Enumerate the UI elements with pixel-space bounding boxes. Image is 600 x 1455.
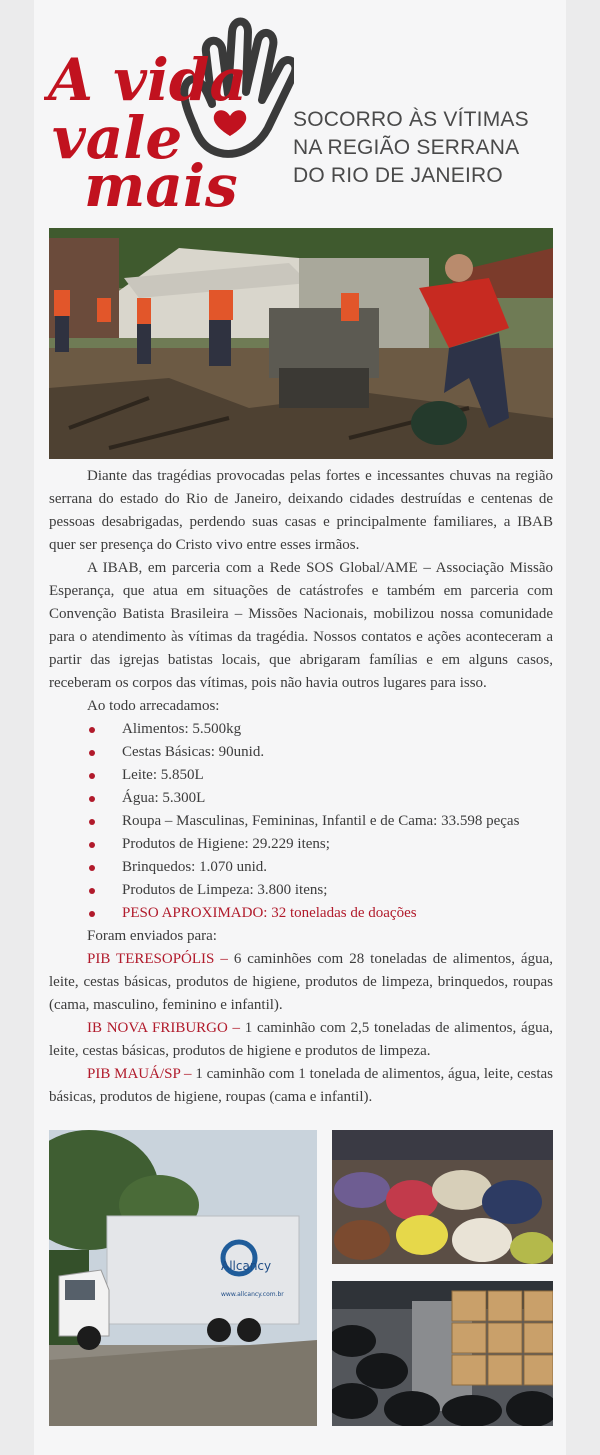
- list-item: Água: 5.300L: [49, 787, 553, 810]
- destination-maua: [49, 1063, 553, 1109]
- destination-text: 1 caminhão com 2,5 toneladas de alimentos, água, leite, cestas básicas, produtos de higiene e produtos de limpeza.: [49, 1020, 554, 1059]
- headline-line-2: NA REGIÃO SERRANA: [293, 136, 520, 159]
- paragraph-intro: Diante das tragédias provocadas pelas fortes e incessantes chuvas na região serrana do estado do Rio de Janeiro, deixando cidades destruídas e centenas de pessoas desabrigadas, perdendo suas casas e principalmente familiares, a IBAB quer ser presença do Cristo vivo entre esses irmãos.: [49, 468, 553, 553]
- destination-teresopolis: [49, 948, 553, 1017]
- total-weight-item: PESO APROXIMADO: 32 toneladas de doações: [49, 902, 553, 925]
- destination-label: PIB MAUÁ/SP –: [87, 1066, 192, 1082]
- headline-line-1: SOCORRO ÀS VÍTIMAS: [293, 108, 529, 131]
- destination-text: 6 caminhões com 28 toneladas de alimentos, água, leite, cestas básicas, produtos de higiene, produtos de limpeza, brinquedos, roupas (cama, masculino, feminino e infantil).: [49, 951, 553, 1013]
- donations-bags-photo: [332, 1130, 553, 1264]
- donations-boxes-photo: [332, 1281, 553, 1426]
- list-item: Produtos de Limpeza: 3.800 itens;: [49, 879, 553, 902]
- logo-line-1: A vida: [48, 46, 248, 114]
- logo-line-3: mais: [84, 152, 238, 218]
- donation-list: [49, 718, 553, 925]
- collected-intro: Ao todo arrecadamos:: [87, 698, 220, 714]
- list-item: Roupa – Masculinas, Femininas, Infantil e de Cama: 33.598 peças: [49, 810, 553, 833]
- truck-brand: Allcancy: [221, 1259, 272, 1273]
- truck-photo: [49, 1130, 317, 1426]
- list-item: Leite: 5.850L: [49, 764, 553, 787]
- list-item: Cestas Básicas: 90unid.: [49, 741, 553, 764]
- destination-text: 1 caminhão com 1 tonelada de alimentos, água, leite, cestas básicas, produtos de higiene, roupas (cama e infantil).: [49, 1066, 553, 1105]
- list-item: Produtos de Higiene: 29.229 itens;: [49, 833, 553, 856]
- truck-site: www.allcancy.com.br: [221, 1291, 284, 1298]
- list-item: Alimentos: 5.500kg: [49, 718, 553, 741]
- sent-intro: Foram enviados para:: [87, 928, 217, 944]
- headline-line-3: DO RIO DE JANEIRO: [293, 164, 503, 187]
- article-body: [49, 465, 553, 1109]
- headline: [293, 106, 573, 190]
- campaign-logo: [44, 8, 294, 218]
- list-item: Brinquedos: 1.070 unid.: [49, 856, 553, 879]
- destination-label: PIB TERESOPÓLIS –: [87, 951, 228, 967]
- destination-label: IB NOVA FRIBURGO –: [87, 1020, 241, 1036]
- destination-nova-friburgo: [49, 1017, 553, 1063]
- relief-workers-photo: [49, 228, 553, 459]
- heart-icon: [214, 110, 246, 136]
- logo-line-2: vale: [52, 104, 183, 172]
- paragraph-partnership: A IBAB, em parceria com a Rede SOS Global/AME – Associação Missão Esperança, que atua em situações de catástrofes e também em parceria com Convenção Batista Brasileira – Missões Nacionais, mobilizou nossa comunidade para o atendimento às vítimas da tragédia. Nossos contatos e ações aconteceram a partir das igrejas batistas locais, que abrigaram famílias e em alguns casos, receberam os corpos das vítimas, pois não havia outros lugares para isso.: [49, 560, 553, 691]
